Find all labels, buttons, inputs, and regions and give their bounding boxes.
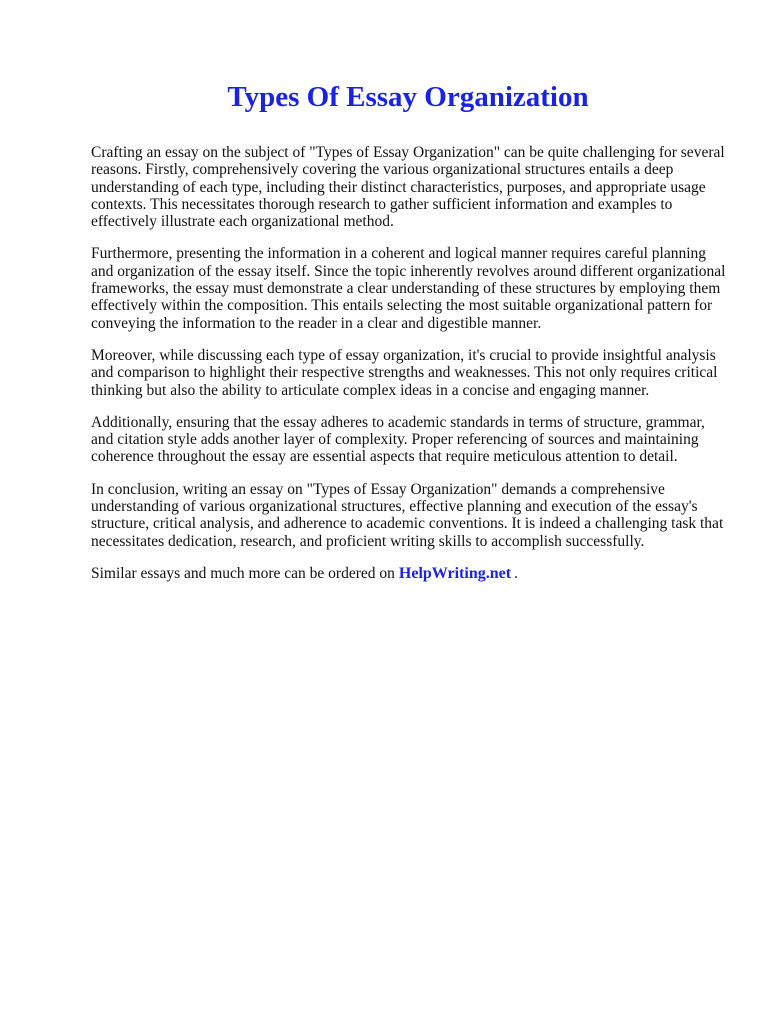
promo-prefix: Similar essays and much more can be ordered on xyxy=(91,564,395,582)
paragraph-1: Crafting an essay on the subject of "Types of Essay Organization" can be quite challenging for several reasons. Firstly, comprehensively covering the various organizational structures entails a deep understanding of each type, including their distinct characteristics, purposes, and appropriate usage contexts. This necessitates thorough research to gather sufficient information and examples to effectively illustrate each organizational method. xyxy=(91,144,725,231)
promo-line xyxy=(91,565,731,582)
helpwriting-link[interactable]: HelpWriting.net xyxy=(398,564,512,582)
paragraph-3: Moreover, while discussing each type of essay organization, it's crucial to provide insightful analysis and comparison to highlight their respective strengths and weaknesses. This not only requires critical thinking but also the ability to articulate complex ideas in a concise and engaging manner. xyxy=(91,346,718,399)
promo-suffix: . xyxy=(514,564,518,582)
paragraph-2: Furthermore, presenting the information in a coherent and logical manner requires careful planning and organization of the essay itself. Since the topic inherently revolves around different organizational frameworks, the essay must demonstrate a clear understanding of these structures by employing them effectively within the composition. This entails selecting the most suitable organizational pattern for conveying the information to the reader in a clear and digestible manner. xyxy=(91,245,726,332)
document-body xyxy=(91,144,731,582)
document-title: Types Of Essay Organization xyxy=(227,81,589,113)
paragraph-5: In conclusion, writing an essay on "Types of Essay Organization" demands a comprehensive understanding of various organizational structures, effective planning and execution of the essay's structure, critical analysis, and adherence to academic conventions. It is indeed a challenging task that necessitates dedication, research, and proficient writing skills to accomplish successfully. xyxy=(91,480,724,550)
paragraph-4: Additionally, ensuring that the essay adheres to academic standards in terms of structure, grammar, and citation style adds another layer of complexity. Proper referencing of sources and maintaining coherence throughout the essay are essential aspects that require meticulous attention to detail. xyxy=(91,413,705,466)
